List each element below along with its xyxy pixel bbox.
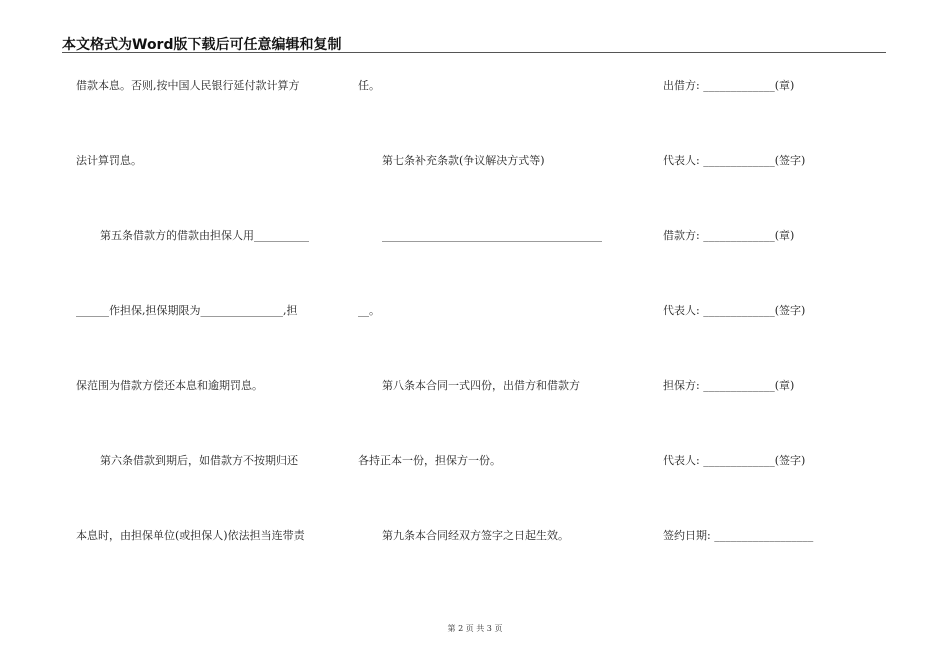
right-line-3: 借款方: _____________(章) <box>663 229 795 242</box>
middle-line-1: 任。 <box>358 79 380 92</box>
middle-line-2: 第七条补充条款(争议解决方式等) <box>382 154 545 167</box>
document-header-title: 本文格式为Word版下载后可任意编辑和复制 <box>62 37 342 53</box>
right-line-7: 签约日期: __________________ <box>663 529 814 542</box>
left-line-3: 第五条借款方的借款由担保人用__________ <box>100 229 309 242</box>
left-line-2: 法计算罚息。 <box>76 154 142 167</box>
page-number-footer: 第 2 页 共 3 页 <box>447 624 503 633</box>
right-line-5: 担保方: _____________(章) <box>663 379 795 392</box>
right-line-6: 代表人: _____________(签字) <box>663 454 806 467</box>
middle-line-6: 各持正本一份，担保方一份。 <box>358 454 501 467</box>
left-line-1: 借款本息。否则,按中国人民银行延付款计算方 <box>76 79 300 92</box>
right-line-1: 出借方: _____________(章) <box>663 79 795 92</box>
left-line-7: 本息时，由担保单位(或担保人)依法担当连带责 <box>76 529 305 542</box>
header-divider <box>62 52 886 53</box>
left-line-4: ______作担保,担保期限为_______________,担 <box>76 304 298 317</box>
right-line-2: 代表人: _____________(签字) <box>663 154 806 167</box>
middle-line-7: 第九条本合同经双方签字之日起生效。 <box>382 529 569 542</box>
middle-line-4: __。 <box>358 304 380 317</box>
middle-line-3: ________________________________________ <box>382 229 602 242</box>
left-line-5: 保范围为借款方偿还本息和逾期罚息。 <box>76 379 263 392</box>
right-line-4: 代表人: _____________(签字) <box>663 304 806 317</box>
left-line-6: 第六条借款到期后，如借款方不按期归还 <box>100 454 298 467</box>
middle-line-5: 第八条本合同一式四份，出借方和借款方 <box>382 379 580 392</box>
